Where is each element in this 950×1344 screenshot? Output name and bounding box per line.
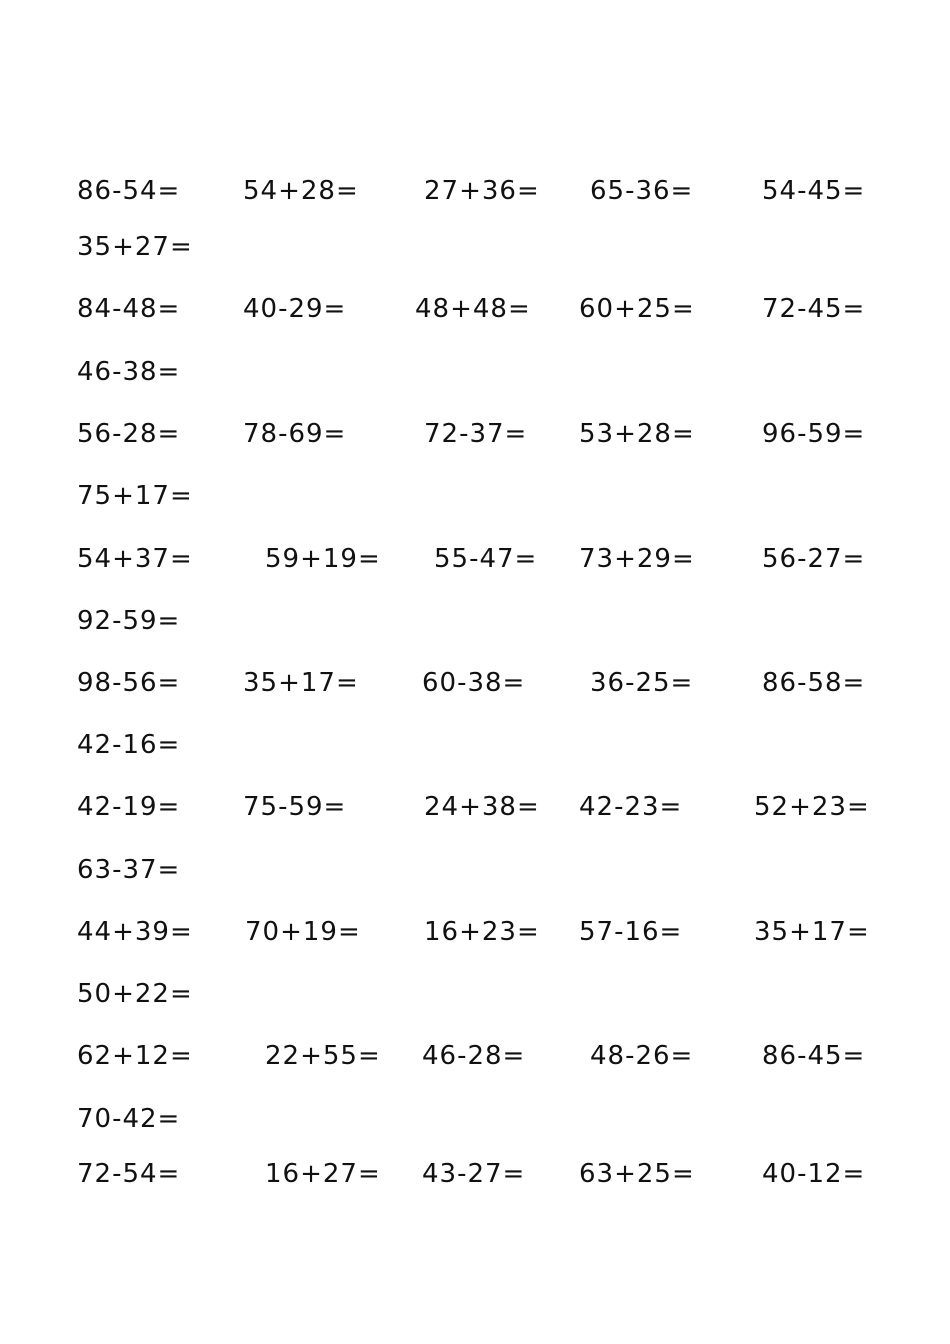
- equation-problem: 63-37=: [77, 855, 181, 885]
- equation-problem: 73+29=: [579, 544, 695, 574]
- equation-problem: 56-28=: [77, 419, 181, 449]
- equation-problem: 75-59=: [243, 792, 347, 822]
- equation-problem: 40-12=: [762, 1159, 866, 1189]
- equation-problem: 54+37=: [77, 544, 193, 574]
- equation-problem: 16+27=: [265, 1159, 381, 1189]
- equation-problem: 78-69=: [243, 419, 347, 449]
- equation-problem: 54-45=: [762, 176, 866, 206]
- equation-problem: 42-16=: [77, 730, 181, 760]
- equation-problem: 55-47=: [434, 544, 538, 574]
- equation-problem: 86-54=: [77, 176, 181, 206]
- equation-problem: 42-19=: [77, 792, 181, 822]
- equation-problem: 40-29=: [243, 294, 347, 324]
- equation-problem: 42-23=: [579, 792, 683, 822]
- equation-problem: 70-42=: [77, 1104, 181, 1134]
- equation-problem: 62+12=: [77, 1041, 193, 1071]
- equation-problem: 59+19=: [265, 544, 381, 574]
- equation-problem: 72-37=: [424, 419, 528, 449]
- equation-problem: 86-45=: [762, 1041, 866, 1071]
- equation-problem: 84-48=: [77, 294, 181, 324]
- equation-problem: 52+23=: [754, 792, 870, 822]
- equation-problem: 60-38=: [422, 668, 526, 698]
- equation-problem: 48-26=: [590, 1041, 694, 1071]
- equation-problem: 75+17=: [77, 481, 193, 511]
- equation-problem: 35+17=: [754, 917, 870, 947]
- equation-problem: 48+48=: [415, 294, 531, 324]
- equation-problem: 35+17=: [243, 668, 359, 698]
- equation-problem: 24+38=: [424, 792, 540, 822]
- equation-problem: 35+27=: [77, 232, 193, 262]
- equation-problem: 53+28=: [579, 419, 695, 449]
- equation-problem: 60+25=: [579, 294, 695, 324]
- equation-problem: 50+22=: [77, 979, 193, 1009]
- equation-problem: 22+55=: [265, 1041, 381, 1071]
- equation-problem: 27+36=: [424, 176, 540, 206]
- equation-problem: 57-16=: [579, 917, 683, 947]
- equation-problem: 86-58=: [762, 668, 866, 698]
- equation-problem: 65-36=: [590, 176, 694, 206]
- equation-problem: 43-27=: [422, 1159, 526, 1189]
- equation-problem: 46-38=: [77, 357, 181, 387]
- equation-problem: 56-27=: [762, 544, 866, 574]
- equation-problem: 44+39=: [77, 917, 193, 947]
- equation-problem: 63+25=: [579, 1159, 695, 1189]
- equation-problem: 70+19=: [245, 917, 361, 947]
- equation-problem: 46-28=: [422, 1041, 526, 1071]
- equation-problem: 72-54=: [77, 1159, 181, 1189]
- equation-problem: 72-45=: [762, 294, 866, 324]
- equation-problem: 98-56=: [77, 668, 181, 698]
- equation-problem: 92-59=: [77, 606, 181, 636]
- equation-problem: 36-25=: [590, 668, 694, 698]
- equation-problem: 54+28=: [243, 176, 359, 206]
- equation-problem: 96-59=: [762, 419, 866, 449]
- equation-problem: 16+23=: [424, 917, 540, 947]
